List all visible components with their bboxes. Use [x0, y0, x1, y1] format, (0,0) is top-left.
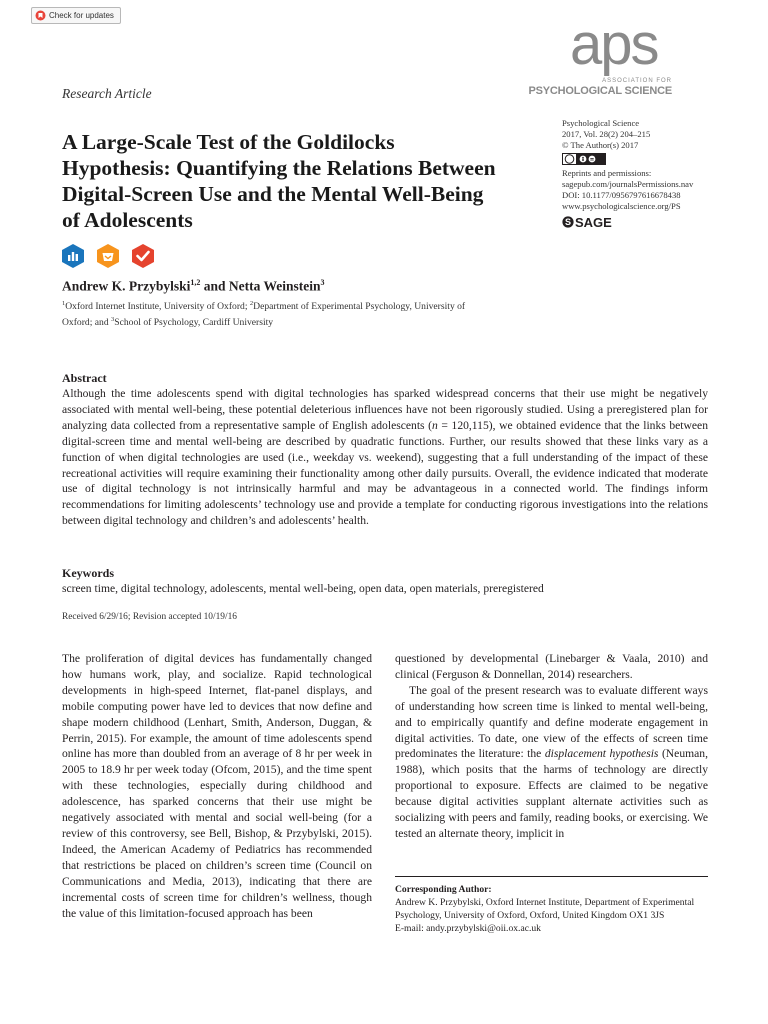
journal-info: [562, 118, 742, 228]
affiliation-text: Department of Experimental Psychology, University of Oxford; and: [62, 301, 466, 329]
open-science-badges: [60, 243, 156, 269]
affiliation-text: Oxford Internet Institute, University of Oxford;: [65, 301, 250, 313]
article-type: Research Article: [62, 86, 152, 101]
corresponding-author-email[interactable]: E-mail: andy.przybylski@oii.ox.ac.uk: [395, 923, 541, 934]
corresponding-author-address: Andrew K. Przybylski, Oxford Internet Institute, Department of Experimental Psychology, University of Oxford, Oxford, United Kingdom OX1 3JS: [395, 897, 695, 921]
open-data-badge-icon[interactable]: [60, 243, 86, 269]
received-dates: Received 6/29/16; Revision accepted 10/19/16: [62, 612, 237, 622]
journal-name: Psychological Science: [562, 118, 640, 128]
author-affiliation-mark: 3: [320, 278, 325, 287]
article-title: A Large-Scale Test of the Goldilocks Hypothesis: Quantifying the Relations Between Digital-Screen Use and the Mental Well-Being of Adolescents: [62, 130, 496, 232]
body-text-part: The goal of the present research was to evaluate different ways of understanding how screen time is linked to mental well-being, and to empirically quantify and define moderate engagement in digital activities. To date, one view of the effects of screen time predominates the literature: the: [395, 683, 708, 761]
abstract-text-part: = 120,115), we obtained evidence that the links between digital-screen time and mental well-being are described by quadratic functions. Further, our results showed that these links vary as a function of when digital technologies are used (i.e., weekday vs. weekend), suggesting that a full understanding of the impact of these recreational activities will require examining their functionality among other daily pursuits. Overall, the evidence indicated that moderate use of digital technology is not intrinsically harmful and may be advantageous in a connected world. The findings inform recommendations for limiting adolescents’ technology use and provide a template for conducting rigorous investigations into the relations between digital technology and children’s and adolescents’ health.: [62, 418, 708, 528]
affiliation-mark: 1: [62, 300, 66, 307]
aps-logo-psychological-science: PSYCHOLOGICAL SCIENCE: [528, 85, 672, 97]
sage-logo-text: SAGE: [575, 214, 612, 230]
svg-text:S: S: [564, 217, 572, 228]
author-name: Andrew K. Przybylski: [62, 278, 191, 294]
body-paragraph: [395, 683, 708, 842]
keywords-text: screen time, digital technology, adolescents, mental well-being, open data, open materials, preregistered: [62, 582, 544, 595]
doi[interactable]: DOI: 10.1177/0956797616678438: [562, 190, 681, 200]
body-italic-term: displacement hypothesis: [544, 747, 659, 761]
affiliations: [62, 297, 482, 329]
corresponding-author-heading: Corresponding Author:: [395, 884, 492, 895]
sage-logo: [562, 216, 742, 228]
check-for-updates-button[interactable]: [31, 7, 121, 24]
affiliation-mark: 2: [249, 300, 254, 307]
preregistered-badge-icon[interactable]: [130, 243, 156, 269]
author-conjunction: and: [200, 278, 229, 294]
body-text-part: (Neuman, 1988), which posits that the harms of technology are directly proportional to exposure. Effects are claimed to be negative because digital activities supplant alternate activities such as socializing with peers and family, reading books, or exercising. We tested an alternate theory, implicit in: [395, 747, 708, 840]
sage-s-icon: [562, 216, 574, 228]
affiliation-text: School of Psychology, Cardiff University: [114, 317, 274, 329]
abstract-n-symbol: n: [432, 418, 438, 432]
body-column-right: [395, 651, 708, 842]
journal-copyright: © The Author(s) 2017: [562, 140, 639, 150]
permissions-link[interactable]: sagepub.com/journalsPermissions.nav: [562, 179, 694, 189]
cc-license-icon: [562, 153, 606, 165]
corresponding-author: [395, 883, 708, 935]
body-paragraph: The proliferation of digital devices has fundamentally changed how humans work, play, and socialize. Rapid technological developments in high-speed Internet, flat-panel displays, and mobile computing power have led to devices that now define and shape modern childhood (Lenhart, Smith, Anderson, Duggan, & Perrin, 2015). For example, the amount of time adolescents spend online has more than doubled from an average of 8 hr per week in 2005 to 18.9 hr per week today (Ofcom, 2015), and the time spent with these technologies, especially during childhood and adolescence, has sparked concerns that their use might be negatively associated with mental and social well-being (for a review of this controversy, see Bell, Bishop, & Przybylski, 2015). Indeed, the American Academy of Pediatrics has recommended that restrictions be placed on children’s screen time (Council on Communications and Media, 2013), indicating that there are incremental costs of screen time for children’s wellness, though the value of this limitation-focused approach has been: [62, 652, 372, 920]
journal-site-link[interactable]: www.psychologicalscience.org/PS: [562, 201, 681, 211]
corresponding-author-divider: [395, 876, 708, 877]
abstract-heading: Abstract: [62, 371, 107, 385]
abstract-text: [62, 386, 708, 529]
affiliation-mark: 3: [111, 316, 115, 324]
aps-logo-word: aps: [570, 12, 658, 77]
open-materials-badge-icon[interactable]: [95, 243, 121, 269]
aps-logo-association-for: ASSOCIATION FOR: [602, 78, 672, 84]
body-paragraph: questioned by developmental (Linebarger & Vaala, 2010) and clinical (Ferguson & Donnellan, 2014) researchers.: [395, 652, 708, 681]
abstract-text-part: Although the time adolescents spend with digital technologies has sparked widespread concerns that their use might be negatively associated with mental well-being, these potential deleterious influences have not been rigorously studied. Using a preregistered plan for analyzing data collected from a representative sample of English adolescents (: [62, 387, 708, 432]
authors: [62, 278, 325, 295]
author-name: Netta Weinstein: [228, 278, 321, 294]
aps-logo: [528, 12, 680, 103]
keywords-heading: Keywords: [62, 566, 114, 580]
body-column-left: [62, 651, 372, 921]
journal-citation: 2017, Vol. 28(2) 204–215: [562, 129, 651, 139]
reprints-label: Reprints and permissions:: [562, 168, 652, 178]
crossmark-icon: [35, 10, 46, 21]
cc-license-badge[interactable]: [562, 153, 606, 165]
author-affiliation-mark: 1,2: [190, 278, 201, 287]
check-for-updates-label: Check for updates: [49, 11, 114, 20]
